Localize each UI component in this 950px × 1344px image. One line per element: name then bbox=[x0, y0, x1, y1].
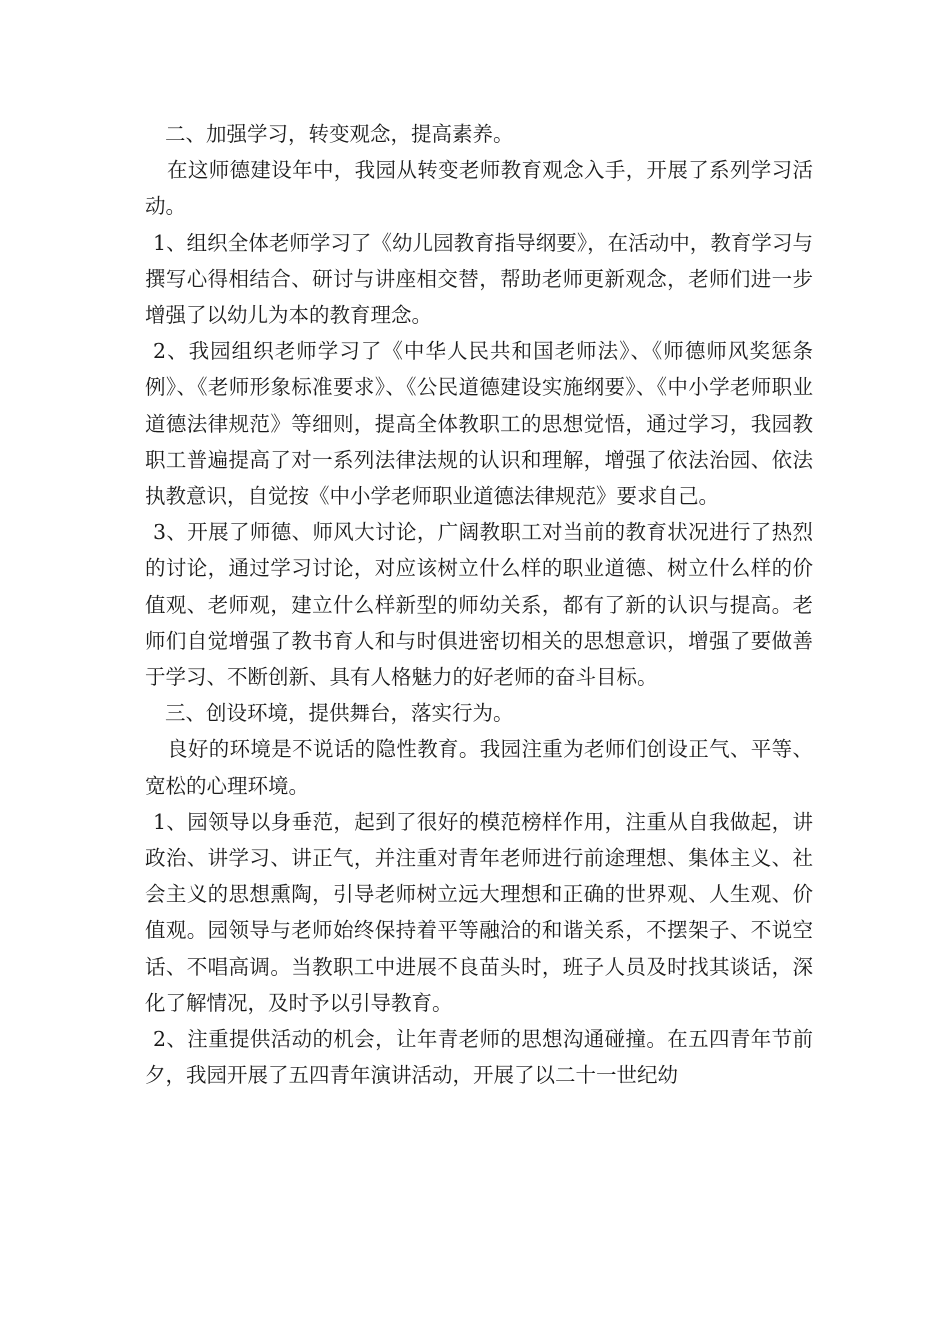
list-item-paragraph: 1、园领导以身垂范，起到了很好的模范榜样作用，注重从自我做起，讲政治、讲学习、讲正气，并注重对青年老师进行前途理想、集体主义、社会主义的思想熏陶，引导老师树立远大理想和正确的世界观、人生观、价值观。园领导与老师始终保持着平等融洽的和谐关系，不摆架子、不说空话、不唱高调。当教职工中进展不良苗头时，班子人员及时找其谈话，深化了解情况，及时予以引导教育。 bbox=[145, 809, 813, 1015]
list-item-paragraph: 3、开展了师德、师风大讨论，广阔教职工对当前的教育状况进行了热烈的讨论，通过学习讨论，对应该树立什么样的职业道德、树立什么样的价值观、老师观，建立什么样新型的师幼关系，都有了新的认识与提高。老师们自觉增强了教书育人和与时俱进密切相关的思想意识，增强了要做善于学习、不断创新、具有人格魅力的好老师的奋斗目标。 bbox=[145, 520, 813, 690]
list-item-paragraph: 2、我园组织老师学习了《中华人民共和国老师法》、《师德师风奖惩条例》、《老师形象标准要求》、《公民道德建设实施纲要》、《中小学老师职业道德法律规范》等细则，提高全体教职工的思想觉悟，通过学习，我园教职工普遍提高了对一系列法律法规的认识和理解，增强了依法治园、依法执教意识，自觉按《中小学老师职业道德法律规范》要求自己。 bbox=[145, 339, 813, 509]
list-item-paragraph: 2、注重提供活动的机会，让年青老师的思想沟通碰撞。在五四青年节前夕，我园开展了五四青年演讲活动，开展了以二十一世纪幼 bbox=[145, 1027, 813, 1088]
document-body bbox=[145, 116, 813, 1093]
section-intro-paragraph: 在这师德建设年中，我园从转变老师教育观念入手，开展了系列学习活动。 bbox=[145, 158, 813, 219]
section-heading-2: 二、加强学习，转变观念，提高素养。 bbox=[165, 122, 514, 146]
list-item-paragraph: 1、组织全体老师学习了《幼儿园教育指导纲要》，在活动中，教育学习与撰写心得相结合、研讨与讲座相交替，帮助老师更新观念，老师们进一步增强了以幼儿为本的教育理念。 bbox=[145, 230, 813, 328]
section-heading-3: 三、创设环境，提供舞台，落实行为。 bbox=[165, 701, 514, 726]
section-intro-paragraph: 良好的环境是不说话的隐性教育。我园注重为老师们创设正气、平等、宽松的心理环境。 bbox=[145, 737, 813, 798]
